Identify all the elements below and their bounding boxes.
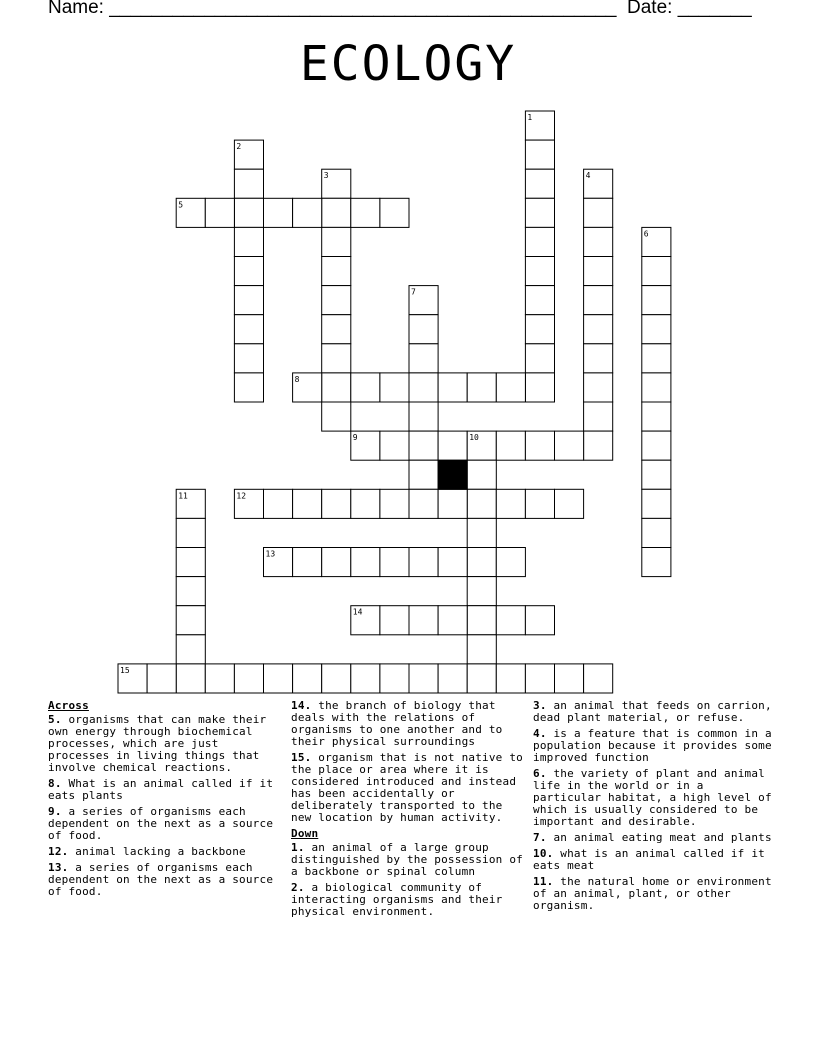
- clue-text: the natural home or environment of an animal, plant, or other organism.: [533, 875, 772, 912]
- grid-cell[interactable]: [176, 577, 205, 606]
- cell-number: 10: [469, 433, 479, 443]
- grid-cell[interactable]: [584, 257, 613, 286]
- grid-cell[interactable]: [584, 402, 613, 431]
- clue-item: [533, 848, 773, 872]
- grid-cell[interactable]: [409, 664, 438, 693]
- grid-cell[interactable]: [293, 489, 322, 518]
- grid-cell[interactable]: [584, 198, 613, 227]
- clue-text: an animal of a large group distinguished by the possession of a backbone or spinal column: [291, 841, 523, 878]
- grid-cell[interactable]: [525, 315, 554, 344]
- across-heading: Across: [48, 699, 89, 712]
- grid-cell[interactable]: [176, 489, 205, 518]
- clue-item: [48, 778, 278, 802]
- clue-text: organisms that can make their own energy through biochemical processes, which are just processes in living things that involve chemical reactions.: [48, 713, 267, 774]
- clue-text: a series of organisms each dependent on the next as a source of food.: [48, 805, 274, 842]
- grid-cell[interactable]: [467, 635, 496, 664]
- grid-cell[interactable]: [584, 431, 613, 460]
- grid-cell[interactable]: [409, 286, 438, 315]
- cell-number: 15: [120, 665, 130, 675]
- grid-cell[interactable]: [380, 548, 409, 577]
- cell-number: 6: [643, 229, 649, 239]
- grid-cell[interactable]: [496, 373, 525, 402]
- grid-cell[interactable]: [467, 606, 496, 635]
- grid-cell[interactable]: [234, 664, 263, 693]
- grid-cell[interactable]: [438, 489, 467, 518]
- grid-cell[interactable]: [438, 431, 467, 460]
- cell-number: 8: [294, 374, 300, 384]
- grid-cell[interactable]: [642, 315, 671, 344]
- clue-item: [291, 882, 523, 918]
- grid-cell[interactable]: [409, 548, 438, 577]
- clue-item: [533, 768, 773, 828]
- cell-number: 7: [411, 287, 416, 297]
- grid-cell[interactable]: [438, 606, 467, 635]
- grid-cell[interactable]: [467, 664, 496, 693]
- clue-number: 7.: [533, 831, 547, 844]
- grid-cell[interactable]: [234, 169, 263, 198]
- grid-cell[interactable]: [322, 548, 351, 577]
- clue-text: an animal eating meat and plants: [546, 831, 772, 844]
- grid-cell[interactable]: [584, 373, 613, 402]
- grid-cell[interactable]: [584, 286, 613, 315]
- grid-cell[interactable]: [380, 489, 409, 518]
- grid-cell[interactable]: [322, 315, 351, 344]
- grid-cell[interactable]: [234, 286, 263, 315]
- clue-item: [291, 752, 523, 824]
- grid-cell[interactable]: [584, 344, 613, 373]
- grid-cell[interactable]: [322, 489, 351, 518]
- grid-cell[interactable]: [584, 169, 613, 198]
- grid-cell[interactable]: [584, 315, 613, 344]
- grid-cell[interactable]: [584, 664, 613, 693]
- grid-cell[interactable]: [351, 431, 380, 460]
- clue-item: [533, 728, 773, 764]
- clue-number: 3.: [533, 699, 547, 712]
- clue-text: organism that is not native to the place or area where it is considered introduced and instead has been accidentally or deliberately transported to the new location by human activity.: [291, 751, 523, 824]
- cell-number: 4: [585, 171, 591, 181]
- clue-number: 6.: [533, 767, 547, 780]
- grid-cell[interactable]: [555, 431, 584, 460]
- grid-cell[interactable]: [467, 577, 496, 606]
- grid-cell[interactable]: [351, 489, 380, 518]
- grid-cell[interactable]: [642, 344, 671, 373]
- grid-cell[interactable]: [351, 373, 380, 402]
- grid-cell[interactable]: [525, 373, 554, 402]
- clue-item: [533, 876, 773, 912]
- grid-cell[interactable]: [176, 606, 205, 635]
- down-heading: Down: [291, 827, 319, 840]
- clue-number: 8.: [48, 777, 62, 790]
- clue-text: a biological community of interacting organisms and their physical environment.: [291, 881, 503, 918]
- grid-cell[interactable]: [409, 373, 438, 402]
- grid-cell[interactable]: [409, 344, 438, 373]
- grid-cell[interactable]: [525, 431, 554, 460]
- clue-text: is a feature that is common in a population because it provides some improved function: [533, 727, 772, 764]
- grid-cell[interactable]: [555, 489, 584, 518]
- grid-cell[interactable]: [525, 257, 554, 286]
- grid-cell[interactable]: [555, 664, 584, 693]
- clue-item: [533, 832, 773, 844]
- clue-number: 11.: [533, 875, 554, 888]
- grid-cell[interactable]: [351, 198, 380, 227]
- grid-cell[interactable]: [234, 198, 263, 227]
- cell-number: 12: [236, 491, 247, 501]
- grid-cell[interactable]: [234, 344, 263, 373]
- clue-column-3: [533, 700, 773, 916]
- grid-cell[interactable]: [496, 548, 525, 577]
- grid-cell[interactable]: [264, 489, 293, 518]
- grid-cell[interactable]: [525, 489, 554, 518]
- clue-column-2: [291, 700, 523, 922]
- grid-cell[interactable]: [380, 373, 409, 402]
- grid-cell[interactable]: [642, 489, 671, 518]
- grid-cell[interactable]: [380, 664, 409, 693]
- puzzle-title: ECOLOGY: [299, 36, 517, 92]
- grid-cell[interactable]: [467, 518, 496, 547]
- grid-cell[interactable]: [293, 373, 322, 402]
- grid-cell[interactable]: [322, 286, 351, 315]
- grid-cell[interactable]: [351, 548, 380, 577]
- grid-cell[interactable]: [409, 460, 438, 489]
- grid-cell[interactable]: [409, 315, 438, 344]
- cell-number: 2: [236, 142, 242, 152]
- grid-cell[interactable]: [147, 664, 176, 693]
- grid-cell[interactable]: [525, 286, 554, 315]
- clue-number: 2.: [291, 881, 305, 894]
- grid-cell[interactable]: [525, 227, 554, 256]
- grid-cell[interactable]: [642, 518, 671, 547]
- clue-item: [48, 862, 278, 898]
- clue-number: 13.: [48, 861, 69, 874]
- clue-text: the variety of plant and animal life in the world or in a particular habitat, a high level of which is usually considered to be important and desirable.: [533, 767, 772, 828]
- grid-cell[interactable]: [525, 344, 554, 373]
- cell-number: 5: [178, 200, 184, 210]
- clue-number: 4.: [533, 727, 547, 740]
- clue-column-1: [48, 700, 278, 902]
- grid-cell[interactable]: [642, 460, 671, 489]
- cell-number: 14: [352, 607, 363, 617]
- grid-cell[interactable]: [322, 198, 351, 227]
- clue-text: what is an animal called if it eats meat: [533, 847, 765, 872]
- grid-cell[interactable]: [234, 373, 263, 402]
- grid-cell[interactable]: [176, 664, 205, 693]
- clue-number: 14.: [291, 699, 312, 712]
- grid-cell[interactable]: [264, 664, 293, 693]
- grid-cell[interactable]: [234, 257, 263, 286]
- grid-cell[interactable]: [176, 198, 205, 227]
- grid-cell[interactable]: [438, 548, 467, 577]
- clue-number: 1.: [291, 841, 305, 854]
- clue-number: 15.: [291, 751, 312, 764]
- grid-cell[interactable]: [525, 111, 554, 140]
- blocked-cell: [438, 460, 467, 489]
- grid-cell[interactable]: [525, 198, 554, 227]
- grid-cell[interactable]: [205, 198, 234, 227]
- grid-cell[interactable]: [438, 373, 467, 402]
- grid-cell[interactable]: [322, 169, 351, 198]
- date-field-label[interactable]: Date: _______: [627, 0, 752, 18]
- clue-text: a series of organisms each dependent on the next as a source of food.: [48, 861, 274, 898]
- clue-item: [48, 714, 278, 774]
- grid-cell[interactable]: [467, 489, 496, 518]
- clue-number: 9.: [48, 805, 62, 818]
- grid-cell[interactable]: [642, 373, 671, 402]
- down-clue-list-continued: [533, 700, 773, 912]
- clue-text: What is an animal called if it eats plants: [48, 777, 274, 802]
- clue-number: 10.: [533, 847, 554, 860]
- cell-number: 13: [265, 549, 276, 559]
- grid-cell[interactable]: [496, 489, 525, 518]
- grid-cell[interactable]: [322, 664, 351, 693]
- grid-cell[interactable]: [293, 664, 322, 693]
- grid-cell[interactable]: [496, 664, 525, 693]
- clue-item: [291, 700, 523, 748]
- grid-cell[interactable]: [322, 257, 351, 286]
- grid-cell[interactable]: [467, 373, 496, 402]
- clue-number: 12.: [48, 845, 69, 858]
- grid-cell[interactable]: [409, 431, 438, 460]
- grid-cell[interactable]: [264, 548, 293, 577]
- grid-cell[interactable]: [467, 460, 496, 489]
- grid-cell[interactable]: [118, 664, 147, 693]
- grid-cell[interactable]: [642, 286, 671, 315]
- grid-cell[interactable]: [642, 227, 671, 256]
- grid-cell[interactable]: [642, 402, 671, 431]
- grid-cell[interactable]: [322, 344, 351, 373]
- grid-cell[interactable]: [525, 169, 554, 198]
- grid-cell[interactable]: [496, 606, 525, 635]
- clue-text: an animal that feeds on carrion, dead plant material, or refuse.: [533, 699, 772, 724]
- grid-cell[interactable]: [467, 431, 496, 460]
- grid-cell[interactable]: [642, 431, 671, 460]
- grid-cell[interactable]: [642, 257, 671, 286]
- grid-cell[interactable]: [409, 402, 438, 431]
- grid-cell[interactable]: [380, 198, 409, 227]
- grid-cell[interactable]: [409, 489, 438, 518]
- grid-cell[interactable]: [234, 140, 263, 169]
- grid-cell[interactable]: [525, 140, 554, 169]
- grid-cell[interactable]: [322, 402, 351, 431]
- grid-cell[interactable]: [380, 606, 409, 635]
- cell-number: 3: [323, 171, 329, 181]
- grid-cell[interactable]: [176, 635, 205, 664]
- grid-cell[interactable]: [293, 198, 322, 227]
- grid-cell[interactable]: [380, 431, 409, 460]
- grid-cell[interactable]: [496, 431, 525, 460]
- cell-number: 11: [178, 491, 188, 501]
- across-clue-list-continued: [291, 700, 523, 824]
- clue-text: the branch of biology that deals with the relations of organisms to one another and to their physical surroundings: [291, 699, 503, 748]
- grid-cell[interactable]: [176, 518, 205, 547]
- grid-cell[interactable]: [176, 548, 205, 577]
- name-field-label[interactable]: Name: ________________________________________________: [48, 0, 617, 18]
- grid-cell[interactable]: [467, 548, 496, 577]
- grid-cell[interactable]: [525, 606, 554, 635]
- grid-cell[interactable]: [409, 606, 438, 635]
- grid-cell[interactable]: [322, 373, 351, 402]
- down-clue-list: [291, 842, 523, 918]
- clue-text: animal lacking a backbone: [68, 845, 246, 858]
- cell-number: 9: [352, 433, 358, 443]
- grid-cell[interactable]: [234, 489, 263, 518]
- grid-cell[interactable]: [322, 227, 351, 256]
- clue-item: [291, 842, 523, 878]
- grid-cell[interactable]: [525, 664, 554, 693]
- grid-cell[interactable]: [642, 548, 671, 577]
- clue-item: [48, 806, 278, 842]
- across-clue-list: [48, 714, 278, 898]
- grid-cell[interactable]: [234, 315, 263, 344]
- grid-cell[interactable]: [438, 664, 467, 693]
- grid-cell[interactable]: [351, 606, 380, 635]
- clue-item: [533, 700, 773, 724]
- cell-number: 1: [527, 113, 533, 122]
- clue-number: 5.: [48, 713, 62, 726]
- grid-cell[interactable]: [584, 227, 613, 256]
- grid-cell[interactable]: [234, 227, 263, 256]
- grid-cell[interactable]: [264, 198, 293, 227]
- grid-cell[interactable]: [351, 664, 380, 693]
- clue-item: [48, 846, 278, 858]
- grid-cell[interactable]: [205, 664, 234, 693]
- grid-cell[interactable]: [293, 548, 322, 577]
